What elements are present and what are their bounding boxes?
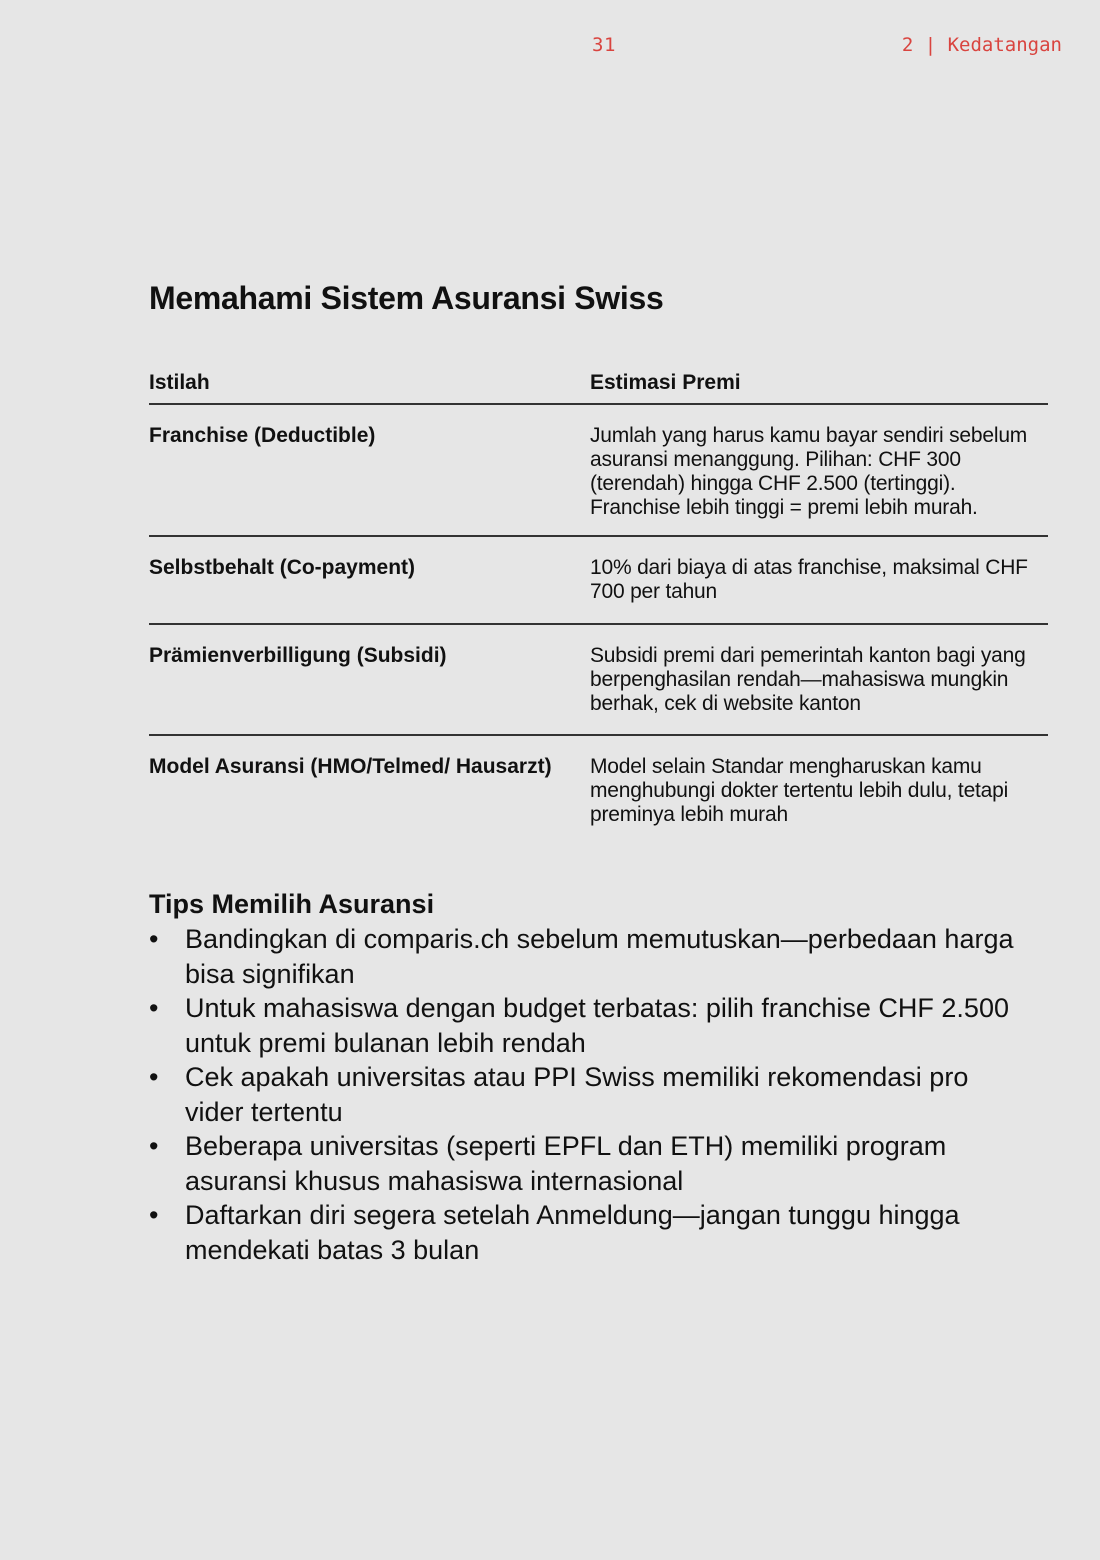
table-row — [149, 625, 1048, 736]
list-item — [149, 1198, 1029, 1267]
tip-text: Daftarkan diri segera setelah Anmeldung—jangan tunggu hingga mendekati batas 3 bulan — [185, 1200, 960, 1265]
list-item — [149, 1129, 1029, 1198]
table-header-description: Estimasi Premi — [590, 371, 741, 394]
list-item — [149, 922, 1029, 991]
insurance-terms-table — [149, 368, 1048, 846]
table-cell-term: Model Asuransi (HMO/Telmed/ Hausarzt) — [149, 755, 552, 778]
table-cell-description: Subsidi premi dari pemerintah kanton bagi yang berpenghasilan rendah—mahasiswa mungkin berhak, cek di website kanton — [590, 644, 1026, 715]
running-header-chapter: 2 | Kedatangan — [901, 34, 1062, 56]
table-row — [149, 405, 1048, 537]
table-header-row — [149, 368, 1048, 405]
list-item — [149, 991, 1029, 1060]
bullet-icon: • — [149, 1062, 159, 1092]
bullet-icon: • — [149, 1200, 159, 1230]
tip-text: Beberapa universitas (seperti EPFL dan ETH) memiliki program asuransi khusus mahasiswa internasional — [185, 1131, 947, 1196]
table-cell-description: Jumlah yang harus kamu bayar sendiri sebelum asuransi menanggung. Pilihan: CHF 300 (terendah) hingga CHF 2.500 (tertinggi). Franchise lebih tinggi = premi lebih murah. — [590, 424, 1028, 519]
table-header-term: Istilah — [149, 371, 210, 394]
page-number: 31 — [592, 34, 616, 56]
table-cell-description: 10% dari biaya di atas franchise, maksimal CHF 700 per tahun — [590, 556, 1028, 603]
bullet-icon: • — [149, 993, 159, 1023]
table-cell-term: Franchise (Deductible) — [149, 424, 376, 447]
tips-title: Tips Memilih Asuransi — [149, 889, 435, 919]
bullet-icon: • — [149, 924, 159, 954]
table-cell-term: Selbstbehalt (Co-payment) — [149, 556, 416, 579]
section-title: Memahami Sistem Asuransi Swiss — [149, 280, 664, 316]
list-item — [149, 1060, 1029, 1129]
tips-list — [149, 922, 1029, 1267]
tip-text: Untuk mahasiswa dengan budget terbatas: pilih franchise CHF 2.500 untuk premi bulanan lebih rendah — [185, 993, 1009, 1058]
tip-text: Cek apakah universitas atau PPI Swiss memiliki rekomendasi pro vider tertentu — [185, 1062, 969, 1127]
table-cell-term: Prämienverbilligung (Subsidi) — [149, 644, 447, 667]
tip-text: Bandingkan di comparis.ch sebelum memutuskan—perbedaan harga bisa signifikan — [185, 924, 1014, 989]
bullet-icon: • — [149, 1131, 159, 1161]
table-row — [149, 736, 1048, 846]
table-cell-description: Model selain Standar mengharuskan kamu menghubungi dokter tertentu lebih dulu, tetapi preminya lebih murah — [590, 755, 1009, 826]
table-row — [149, 537, 1048, 625]
